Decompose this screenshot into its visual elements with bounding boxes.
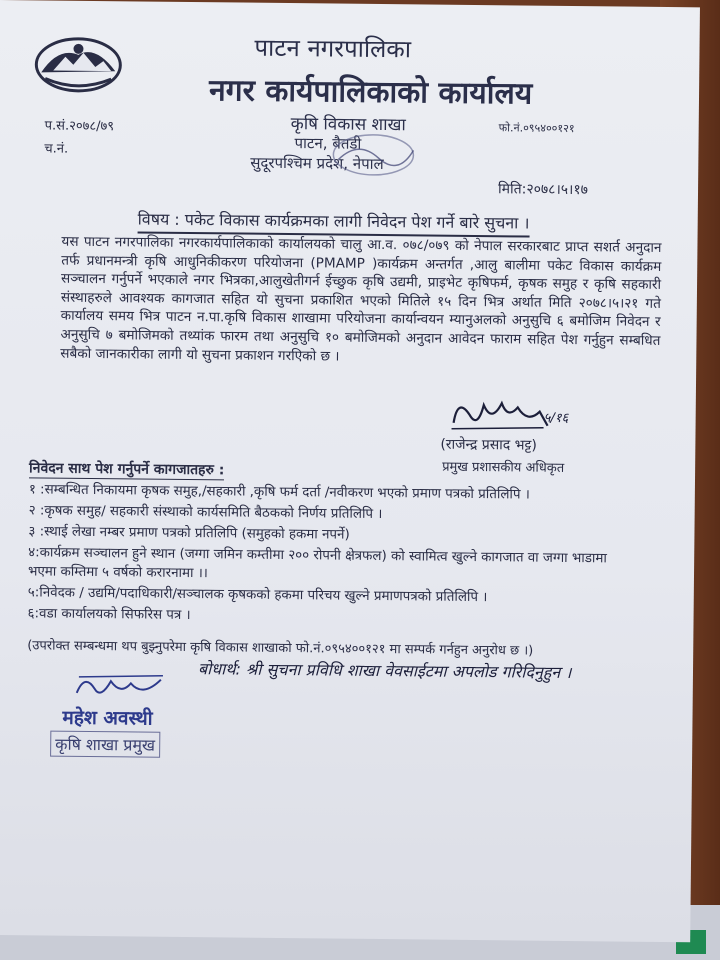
city-name: पाटन, बैतडी	[294, 134, 362, 153]
list-item: ६:वडा कार्यालयको सिफरिस पत्र ।	[27, 606, 191, 624]
notice-date: मिति:२०७८।५।१७	[497, 181, 589, 199]
reference-number: प.सं.२०७८/७९	[44, 118, 115, 135]
contact-note: (उपरोक्त सम्बन्धमा थप बुझ्नुपरेमा कृषि विकास शाखाको फो.नं.०९५४००१२१ मा सम्पर्क गर्नहुन अनुरोध छ ।)	[27, 638, 534, 659]
nepal-emblem-icon	[33, 34, 124, 95]
documents-list	[27, 480, 668, 632]
list-item: २ :कृषक समुह/ सहकारी संस्थाको कार्यसमिति बैठकको निर्णय प्रतिलिपि ।	[28, 503, 383, 523]
branch-chief-name: महेश अवस्थी	[62, 706, 153, 730]
documents-heading: निवेदन साथ पेश गर्नुपर्ने कागजातहरु :	[29, 460, 225, 479]
notice-body: यस पाटन नगरपालिका नगरकार्यपालिकाको कार्यालयको चालु आ.व. ०७८/०७९ को नेपाल सरकारबाट प्राप्त सशर्त अनुदान तर्फ प्रधानमन्त्री कृषि आधुनिकीकरण परियोजना (PMAMP )कार्यक्रम अन्तर्गत ,आलु बालीमा पकेट विकास कार्यक्रम सञ्चालन गर्नुपर्ने भएकाले नगर भित्रका,आलुखेतीगर्न ईच्छुक कृषि उद्यमी, प्राइभेट कृषिफर्म, कृषक समुह र कृषि सहकारी संस्थाहरुले आवश्यक कागजात सहित यो सुचना प्रकाशित भएको मितिले १५ दिन भित्र अर्थात मिति २०७८।५।२१ गते कार्यालय समय भित्र पाटन न.पा.कृषि विकास शाखामा परियोजना कार्यान्वयन म्यानुअलको अनुसुचि ६ बमोजिम निवेदन र अनुसुचि ७ बमोजिमको तथ्यांक फारम तथा अनुसुचि १० बमोजिमको अनुदान आवेदन फाराम सहित पेश गर्नुहुन सम्बधित सबैको जानकारीका लागी यो सुचना प्रकाशन गरएिको छ ।	[60, 233, 662, 365]
list-item: ५:निवेदक / उद्यमि/पदाधिकारी/सञ्चालक कृषकको हकमा परिचय खुल्ने प्रमाणपत्रको प्रतिलिपि ।	[27, 585, 488, 606]
office-stamp-icon	[328, 129, 419, 180]
handwritten-note: बोधार्थ: श्री सुचना प्रविधि शाखा वेवसाईटमा अपलोड गरिदिनुहुन ।	[197, 659, 572, 683]
phone-number: फो.नं.०९५४००१२१	[498, 121, 575, 136]
signature-date: ५/१६	[543, 410, 569, 426]
branch-chief-signature-icon	[71, 669, 171, 706]
branch-name: कृषि विकास शाखा	[290, 114, 406, 136]
dispatch-number: च.नं.	[44, 141, 69, 157]
office-name: नगर कार्यपालिकाको कार्यालय	[208, 73, 533, 112]
branch-chief-title: कृषि शाखा प्रमुख	[50, 731, 160, 758]
municipality-name: पाटन नगरपालिका	[254, 33, 412, 64]
notice-subject: विषय : पकेट विकास कार्यक्रमका लागी निवेदन पेश गर्ने बारे सुचना ।	[138, 207, 530, 237]
signatory-name: (राजेन्द्र प्रसाद भट्ट)	[440, 436, 537, 454]
signatory-title: प्रमुख प्रशासकीय अधिकृत	[442, 459, 565, 476]
list-item: ३ :स्थाई लेखा नम्बर प्रमाण पत्रको प्रतिलिपि (समुहको हकमा नपर्ने)	[28, 524, 350, 543]
list-item: १ :सम्बन्धित निकायमा कृषक समुह,/सहकारी ,कृषि फर्म दर्ता /नवीकरण भएको प्रमाण पत्रको प्रतिलिपि ।	[28, 482, 530, 503]
province-name: सुदूरपश्चिम प्रदेश, नेपाल	[250, 153, 384, 174]
list-item: ४:कार्यक्रम सञ्चालन हुने स्थान (जग्गा जमिन कम्तीमा २०० रोपनी क्षेत्रफल) को स्वामित्व खुल्ने कागजात वा जग्गा भाडामा भएमा कम्तिमा ५ वर्षको करारनामा ।।	[27, 545, 607, 582]
